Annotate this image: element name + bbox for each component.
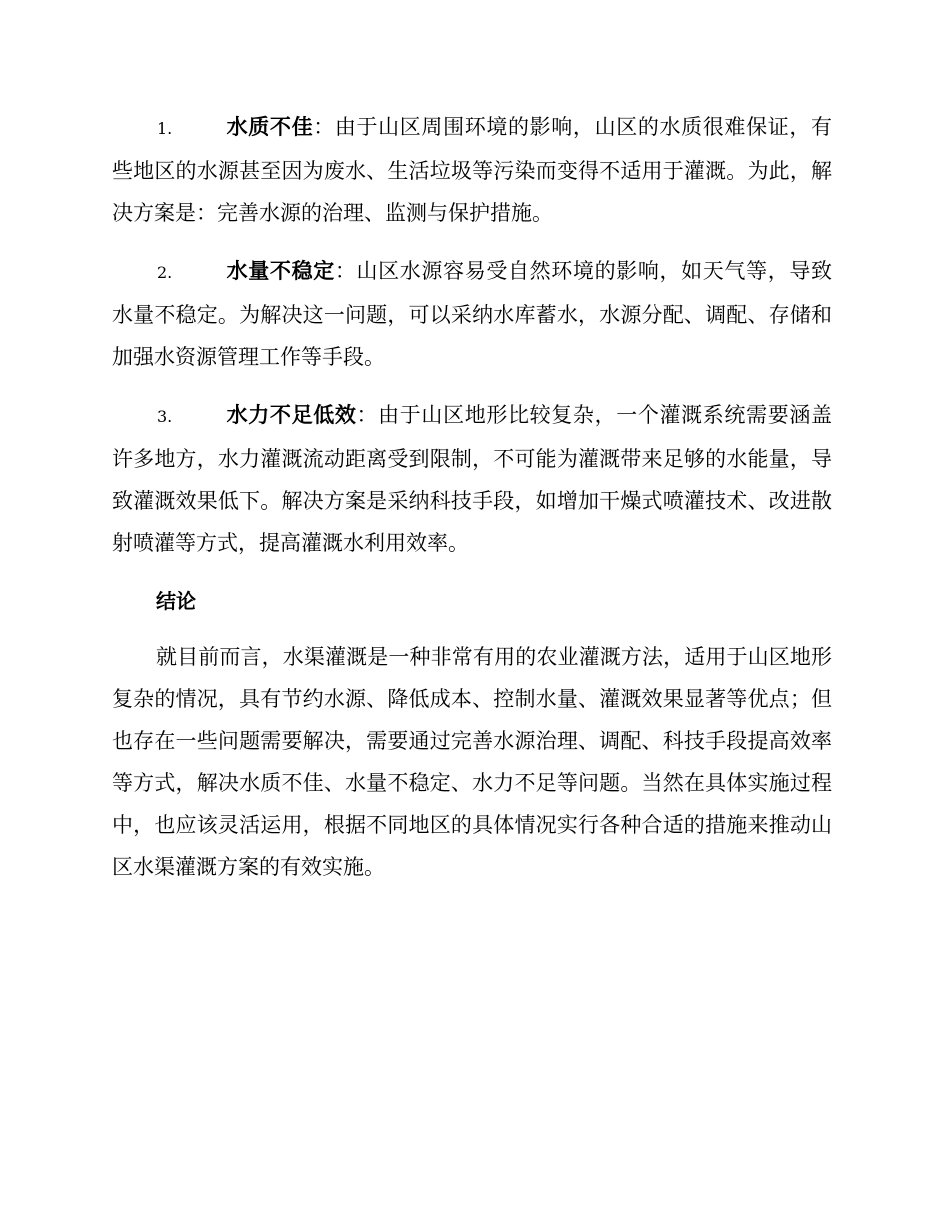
list-item-water-power [112, 394, 832, 564]
list-term: 水量不稳定 [226, 259, 335, 283]
list-item-water-quantity [112, 250, 832, 378]
list-text: ：山区水源容易受自然环境的影响，如天气等，导致水量不稳定。为解决这一问题，可以采纳水库蓄水，水源分配、调配、存储和加强水资源管理工作等手段。 [112, 259, 833, 369]
list-text: ：由于山区地形比较复杂，一个灌溉系统需要涵盖许多地方，水力灌溉流动距离受到限制，不可能为灌溉带来足够的水能量，导致灌溉效果低下。解决方案是采纳科技手段，如增加干燥式喷灌技术、改进散射喷灌等方式，提高灌溉水利用效率。 [112, 403, 832, 555]
conclusion-heading: 结论 [156, 589, 196, 613]
list-item-water-quality [112, 106, 832, 234]
list-number: 1. [157, 119, 173, 138]
list-term: 水质不佳 [226, 115, 314, 139]
list-text: ：由于山区周围环境的影响，山区的水质很难保证，有些地区的水源甚至因为废水、生活垃圾等污染而变得不适用于灌溉。为此，解决方案是：完善水源的治理、监测与保护措施。 [112, 115, 833, 225]
list-number: 3. [157, 407, 173, 426]
list-term: 水力不足低效 [226, 403, 357, 427]
conclusion-paragraph: 就目前而言，水渠灌溉是一种非常有用的农业灌溉方法，适用于山区地形复杂的情况，具有节约水源、降低成本、控制水量、灌溉效果显著等优点；但也存在一些问题需要解决，需要通过完善水源治理、调配、科技手段提高效率等方式，解决水质不佳、水量不稳定、水力不足等问题。当然在具体实施过程中，也应该灵活运用，根据不同地区的具体情况实行各种合适的措施来推动山区水渠灌溉方案的有效实施。 [112, 645, 832, 879]
list-number: 2. [157, 263, 173, 282]
document-page [112, 106, 832, 888]
